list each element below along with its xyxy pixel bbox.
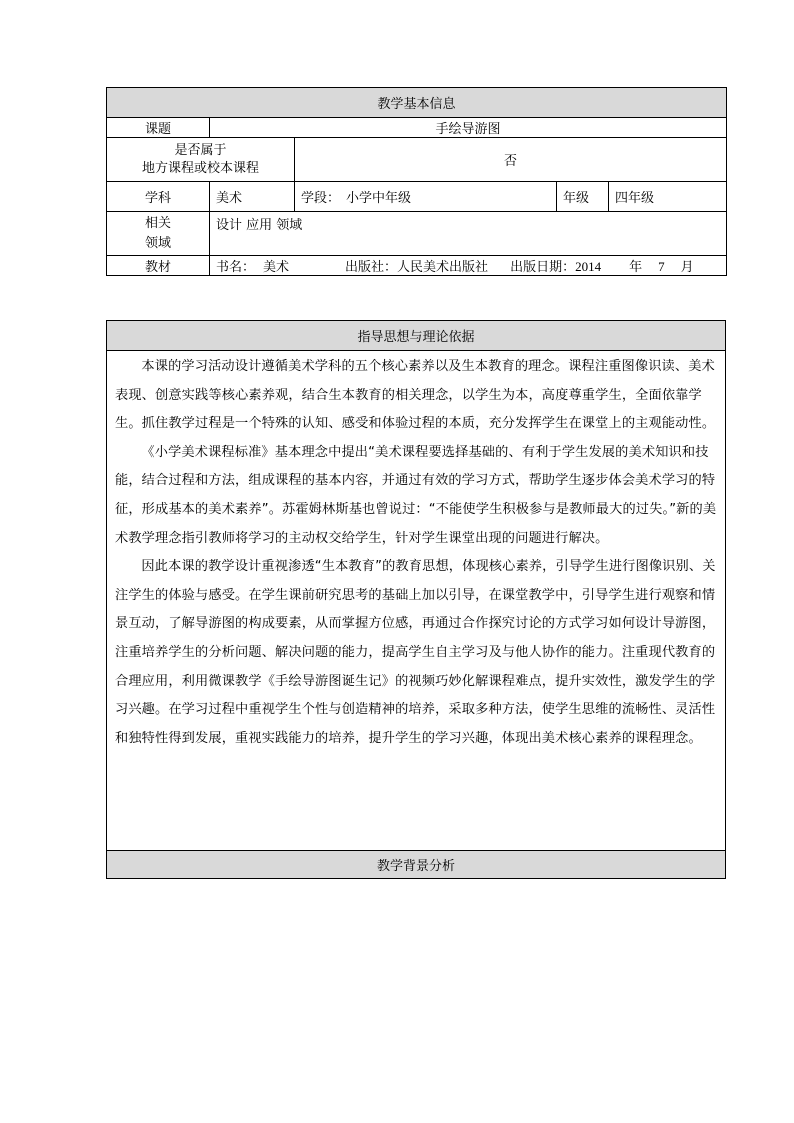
guide-body <box>107 351 726 851</box>
publisher-label: 出版社： <box>345 260 398 275</box>
guide-table <box>106 320 726 879</box>
date-month-unit: 月 <box>680 260 694 275</box>
guide-paragraph-2: 《小学美术课程标准》基本理念中提出“美术课程要选择基础的、有利于学生发展的美术知识和技能，结合过程和方法，组成课程的基本内容，并通过有效的学习方式，帮助学生逐步体会美术学习的特征，形成基本的美术素养”。苏霍姆林斯基也曾说过：“不能使学生积极参与是教师最大的过失。”新的美术教学理念指引教师将学习的主动权交给学生，针对学生课堂出现的问题进行解决。 <box>115 444 717 546</box>
stage-value: 小学中年级 <box>346 191 412 206</box>
local-course-label-line2: 地方课程或校本课程 <box>141 160 259 176</box>
topic-label: 课题 <box>107 118 210 138</box>
date-year-unit: 年 <box>629 260 643 275</box>
book-value: 美术 <box>263 260 290 275</box>
date-month: 7 <box>658 259 665 274</box>
local-course-label <box>107 138 295 182</box>
subject-label: 学科 <box>107 182 210 212</box>
guide-paragraph-3: 因此本课的教学设计重视渗透“生本教育”的教育思想，体现核心素养，引导学生进行图像识别、关注学生的体验与感受。在学生课前研究思考的基础上加以引导，在课堂教学中，引导学生进行观察和情景互动，了解导游图的构成要素，从而掌握方位感，再通过合作探究讨论的方式学习如何设计导游图，注重培养学生的分析问题、解决问题的能力，提高学生自主学习及与他人协作的能力。注重现代教育的合理应用，利用微课教学《手绘导游图诞生记》的视频巧妙化解课程难点，提升实效性，激发学生的学习兴趣。在学习过程中重视学生个性与创造精神的培养，采取多种方法，使学生思维的流畅性、灵活性和独特性得到发展，重视实践能力的培养，提升学生的学习兴趣，体现出美术核心素养的课程理念。 <box>115 559 716 746</box>
background-analysis-header: 教学背景分析 <box>107 851 726 879</box>
field-value: 设计 应用 领域 <box>210 212 727 256</box>
field-label-line2: 领域 <box>144 235 171 251</box>
local-course-label-line1: 是否属于 <box>174 142 227 158</box>
publisher-value: 人民美术出版社 <box>397 260 489 275</box>
textbook-value <box>210 256 727 276</box>
stage-cell <box>295 182 557 212</box>
basic-info-table <box>106 87 727 276</box>
textbook-label: 教材 <box>107 256 210 276</box>
grade-value: 四年级 <box>609 182 727 212</box>
basic-info-header: 教学基本信息 <box>107 88 727 118</box>
topic-value: 手绘导游图 <box>210 118 727 138</box>
field-label <box>107 212 210 256</box>
grade-label: 年级 <box>557 182 609 212</box>
subject-value: 美术 <box>210 182 295 212</box>
local-course-value: 否 <box>295 138 727 182</box>
guide-paragraph-1: 本课的学习活动设计遵循美术学科的五个核心素养以及生本教育的理念。课程注重图像识读、美术表现、创意实践等核心素养观，结合生本教育的相关理念，以学生为本，高度尊重学生，全面依靠学生。抓住教学过程是一个特殊的认知、感受和体验过程的本质，充分发挥学生在课堂上的主观能动性。 <box>115 359 716 432</box>
date-year: 2014 <box>575 259 602 274</box>
field-label-line1: 相关 <box>144 215 171 231</box>
book-label: 书名： <box>216 260 256 275</box>
guide-header: 指导思想与理论依据 <box>107 321 726 351</box>
date-label: 出版日期： <box>510 260 576 275</box>
stage-label: 学段： <box>301 191 341 206</box>
